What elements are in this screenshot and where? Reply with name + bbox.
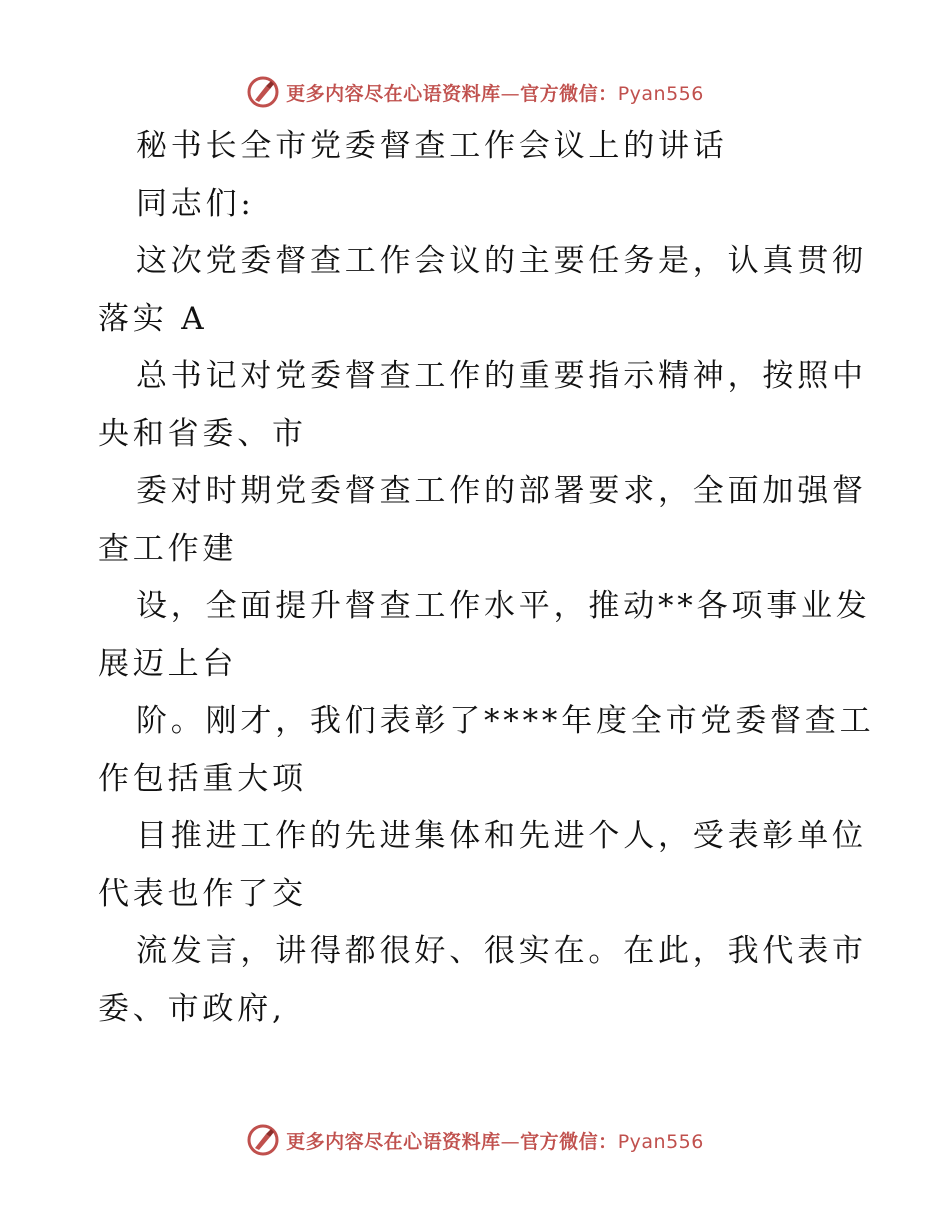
text-line: 总书记对党委督查工作的重要指示精神，按照中 [136,358,867,394]
text-line: 查工作建 [98,530,238,567]
watermark-separator: — [500,1130,521,1153]
text-line: 流发言，讲得都很好、很实在。在此，我代表市 [136,933,867,969]
text-line: 设，全面提升督查工作水平，推动**各项事业发 [136,588,871,624]
brush-pen-logo-icon [246,1123,280,1157]
text-line: 央和省委、市 [98,415,307,452]
document-body [98,118,875,1038]
footer-watermark [0,1120,950,1160]
watermark-site-name: 更多内容尽在心语资料库 [286,82,501,105]
header-watermark [0,72,950,112]
text-line: 展迈上台 [98,645,238,682]
watermark-wechat-label: 官方微信： [520,1130,618,1153]
watermark-wechat-id: Pyan556 [617,1130,704,1153]
watermark-wechat-id: Pyan556 [617,82,704,105]
text-line: 委、市政府, [98,990,286,1027]
watermark-site-name: 更多内容尽在心语资料库 [286,1130,501,1153]
salutation: 同志们: [136,185,255,222]
watermark-text [286,79,704,106]
watermark-wechat-label: 官方微信： [520,82,618,105]
text-line: 代表也作了交 [98,875,307,912]
text-line: 目推进工作的先进集体和先进个人，受表彰单位 [136,818,867,854]
watermark-text [286,1127,704,1154]
text-line: 阶。刚才，我们表彰了****年度全市党委督查工 [136,703,875,739]
text-line: 作包括重大项 [98,760,307,797]
brush-pen-logo-icon [246,75,280,109]
watermark-separator: — [500,82,521,105]
text-line: 这次党委督查工作会议的主要任务是，认真贯彻 [136,243,867,279]
document-title: 秘书长全市党委督查工作会议上的讲话 [136,128,728,164]
text-line: 落实 A [98,300,208,337]
text-line: 委对时期党委督查工作的部署要求，全面加强督 [136,473,867,509]
